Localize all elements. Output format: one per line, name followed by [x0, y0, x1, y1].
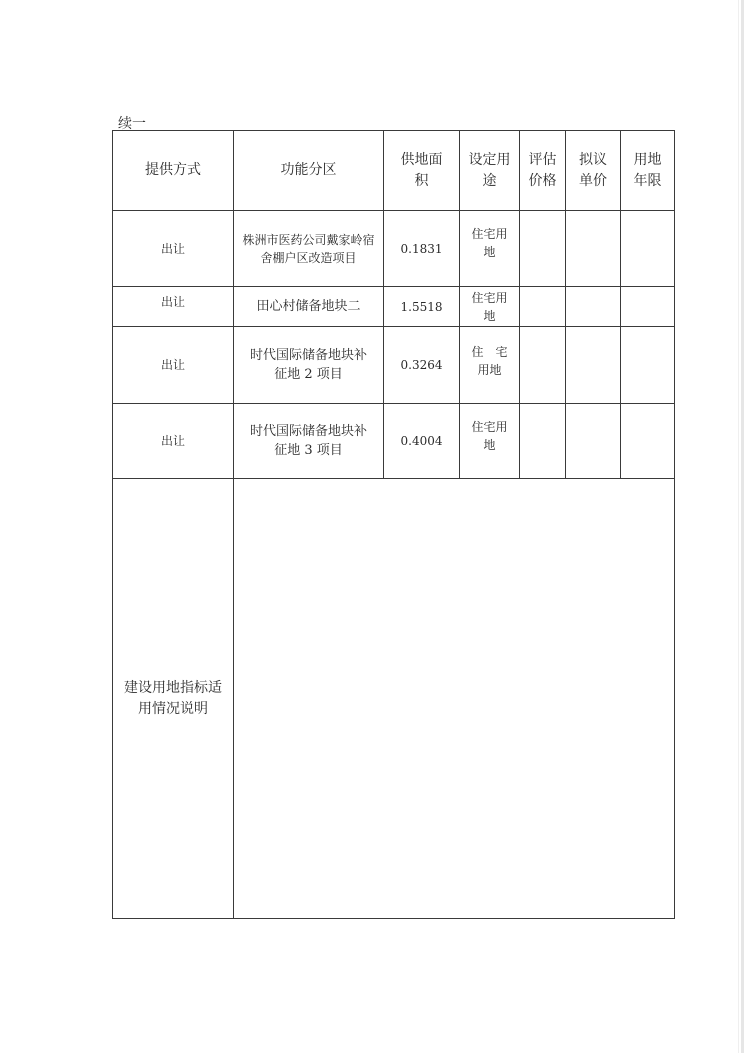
row-zone-line1: 时代国际储备地块补	[249, 423, 367, 439]
row-method: 出让	[113, 327, 234, 404]
row-term	[621, 404, 675, 479]
row-zone	[234, 287, 384, 327]
row-unit	[566, 327, 621, 404]
header-use-line1: 设定用	[468, 151, 511, 168]
row-use-line2: 地	[483, 309, 496, 323]
row-term	[621, 211, 675, 287]
row-area: 1.5518	[384, 287, 460, 327]
land-supply-table	[112, 130, 675, 919]
header-term-line1: 用地	[633, 151, 662, 168]
row-zone-line2: 征地 2 项目	[274, 367, 343, 382]
header-term	[621, 131, 675, 211]
header-unit-line1: 拟议	[579, 151, 607, 168]
row-price	[520, 287, 566, 327]
header-unit	[566, 131, 621, 211]
row-zone-line1: 时代国际储备地块补	[249, 347, 367, 363]
row-use-line1: 住 宅	[471, 345, 508, 359]
row-zone	[234, 404, 384, 479]
header-price-line1: 评估	[528, 151, 557, 168]
table-row	[113, 287, 675, 327]
row-use	[460, 211, 520, 287]
row-area: 0.4004	[384, 404, 460, 479]
row-method: 出让	[113, 211, 234, 287]
row-term	[621, 327, 675, 404]
header-zone: 功能分区	[234, 131, 384, 211]
table-row	[113, 404, 675, 479]
row-use	[460, 404, 520, 479]
continuation-label: 续一	[118, 116, 146, 132]
row-use-line1: 住宅用	[471, 291, 508, 305]
row-use-line2: 地	[483, 438, 496, 452]
header-area	[384, 131, 460, 211]
header-area-line2: 积	[414, 172, 429, 189]
row-term	[621, 287, 675, 327]
header-unit-line2: 单价	[579, 172, 607, 189]
row-area: 0.1831	[384, 211, 460, 287]
row-use-line2: 地	[483, 245, 496, 259]
header-term-line2: 年限	[633, 172, 662, 189]
header-price-line2: 价格	[528, 172, 557, 189]
header-use-line2: 途	[482, 172, 497, 189]
header-method: 提供方式	[113, 131, 234, 211]
note-label-line2: 用情况说明	[138, 700, 208, 717]
note-content	[234, 479, 675, 919]
row-zone-line1: 田心村储备地块二	[256, 298, 361, 314]
scan-edge-line	[738, 0, 739, 1053]
table-row	[113, 327, 675, 404]
row-method: 出让	[113, 404, 234, 479]
table-row	[113, 211, 675, 287]
row-use	[460, 327, 520, 404]
row-zone-line2: 征地 3 项目	[274, 443, 343, 458]
row-zone	[234, 211, 384, 287]
row-zone	[234, 327, 384, 404]
header-row	[113, 131, 675, 211]
row-unit	[566, 211, 621, 287]
note-label-line1: 建设用地指标适	[124, 679, 222, 696]
header-use	[460, 131, 520, 211]
row-zone-line1: 株洲市医药公司戴家岭宿	[242, 232, 375, 247]
row-area: 0.3264	[384, 327, 460, 404]
row-zone-line2: 舍棚户区改造项目	[260, 250, 357, 265]
note-label	[113, 479, 234, 919]
row-price	[520, 404, 566, 479]
row-unit	[566, 404, 621, 479]
note-row	[113, 479, 675, 919]
row-price	[520, 211, 566, 287]
row-use	[460, 287, 520, 327]
row-price	[520, 327, 566, 404]
row-use-line1: 住宅用	[471, 420, 508, 434]
row-use-line1: 住宅用	[471, 227, 508, 241]
row-use-line2: 用地	[477, 363, 502, 377]
header-price	[520, 131, 566, 211]
header-area-line1: 供地面	[400, 151, 443, 168]
row-unit	[566, 287, 621, 327]
row-method: 出让	[113, 287, 234, 327]
